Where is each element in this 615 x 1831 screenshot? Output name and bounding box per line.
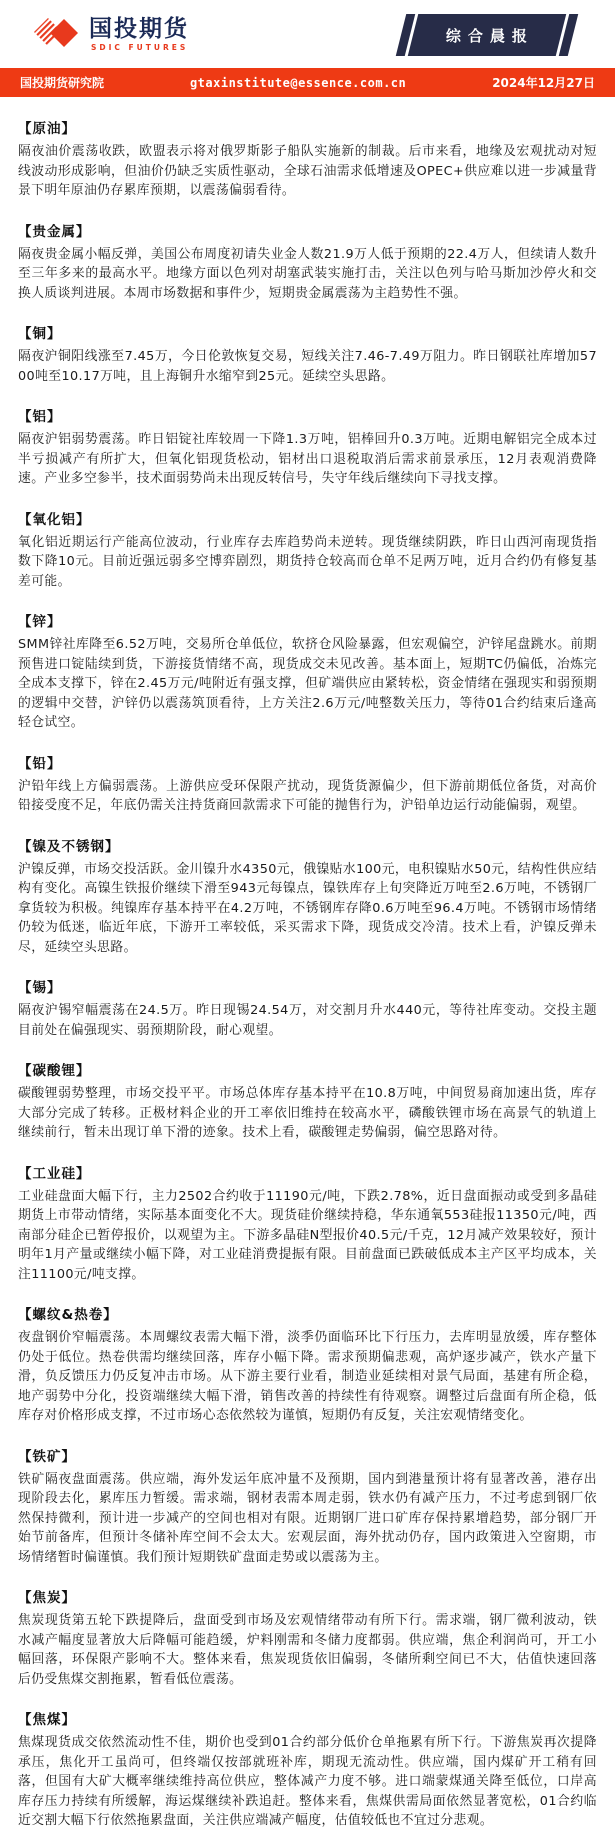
section-title: 【锡】 xyxy=(18,980,62,996)
section-title: 【铝】 xyxy=(18,409,62,425)
section-body: 工业硅盘面大幅下行，主力2502合约收于11190元/吨，下跌2.78%，近日盘面振动或受到多晶硅期货上市带动情绪，实际基本面变化不大。现货硅价继续持稳，华东通氧553硅报11350元/吨，西南部分硅企已暂停报价，以观望为主。下游多晶硅N型报价40.5元/千克，12月减产效果较好，预计明年1月产量或继续小幅下降，对工业硅消费提振有限。目前盘面已跌破低成本主产区平均成本，关注11100元/吨支撑。 xyxy=(18,1188,597,1282)
report-section xyxy=(18,752,597,816)
section-body: 沪镍反弹，市场交投活跃。金川镍升水4350元，俄镍贴水100元，电积镍贴水50元，结构性供应结构有变化。高镍生铁报价继续下滑至943元每镍点，镍铁库存上旬突降近万吨至2.6万吨，不锈钢厂拿货较为积极。纯镍库存基本持平在4.2万吨，不锈钢库存降0.6万吨至96.4万吨。不锈钢市场情绪仍较为低迷，临近年底，下游开工率较低，采买需求下降，现货成交冷清。技术上看，沪镍反弹未尽，延续空头思路。 xyxy=(18,861,597,955)
section-body: 焦煤现货成交依然流动性不佳，期价也受到01合约部分低价仓单拖累有所下行。下游焦炭再次提降承压，焦化开工虽尚可，但终端仅按部就班补库，期现无流动性。供应端，国内煤矿开工稍有回落，但国有大矿大概率继续维持高位供应，整体减产力度不够。进口端蒙煤通关降至低位，口岸高库存压力持续有所缓解，海运煤继续补跌追赶。整体来看，焦煤供需局面依然显著宽松，01合约临近交割大幅下行依然拖累盘面，关注供应端减产幅度，估值较低也不宜过分悲观。 xyxy=(18,1735,597,1828)
section-title: 【焦炭】 xyxy=(18,1590,76,1606)
section-body: SMM锌社库降至6.52万吨，交易所仓单低位，软挤仓风险暴露，但宏观偏空，沪锌尾盘跳水。前期预售进口锭陆续到货，下游接货情绪不高，现货成交未见改善。基本面上，短期TC仍偏低，冶炼完全成本支撑下，锌在2.45万元/吨附近有强支撑，但矿端供应由紧转松，资金情绪在强现实和弱预期的逻辑中交替，沪锌仍以震荡筑顶看待，上方关注2.6万元/吨整数关压力，等待01合约结束后逢高轻仓试空。 xyxy=(18,637,597,730)
section-body: 隔夜沪铜阳线涨至7.45万，今日伦敦恢复交易，短线关注7.46-7.49万阻力。昨日钢联社库增加5700吨至10.17万吨，且上海铜升水缩窄到25元。延续空头思路。 xyxy=(18,349,597,384)
institute-name: 国投期货研究院 xyxy=(20,76,105,90)
section-body: 隔夜贵金属小幅反弹，美国公布周度初请失业金人数21.9万人低于预期的22.4万人，但续请人数升至三年多来的最高水平。地缘方面以色列对胡塞武装实施打击，关注以色列与哈马斯加沙停火和交换人质谈判进展。本周市场数据和事件少，短期贵金属震荡为主趋势性不强。 xyxy=(18,246,597,301)
logo-company-name-en: SDIC FUTURES xyxy=(91,43,189,53)
section-body: 隔夜油价震荡收跌，欧盟表示将对俄罗斯影子船队实施新的制裁。后市来看，地缘及宏观扰动对短线波动形成影响，但油价仍缺乏实质性驱动，全球石油需求低增速及OPEC+供应难以进一步减量背景下明年原油仍存累库预期，以震荡偏弱看待。 xyxy=(18,144,597,198)
section-body: 隔夜沪铝弱势震荡。昨日铝锭社库较周一下降1.3万吨，铝棒回升0.3万吨。近期电解铝完全成本过半亏损减产有所扩大，但氧化铝现货松动，铝材出口退税取消后需求前景承压，12月表观消费降速。产业多空参半，技术面弱势尚未出现反转信号，失守年线后继续向下寻找支撑。 xyxy=(18,432,597,486)
section-title: 【碳酸锂】 xyxy=(18,1063,91,1079)
section-title: 【贵金属】 xyxy=(18,223,91,240)
section-title: 【螺纹&热卷】 xyxy=(18,1307,118,1323)
report-section xyxy=(18,1059,597,1143)
logo-company-name: 国投期货 xyxy=(89,16,189,43)
section-title: 【铁矿】 xyxy=(18,1448,76,1465)
report-section xyxy=(18,1445,597,1568)
section-title: 【镍及不锈钢】 xyxy=(18,838,120,855)
contact-email: gtaxinstitute@essence.com.cn xyxy=(189,75,407,90)
report-section xyxy=(18,1303,597,1426)
section-body: 碳酸锂弱势整理，市场交投平平。市场总体库存基本持平在10.8万吨，中间贸易商加速出货，库存大部分完成了转移。正极材料企业的开工率依旧维持在较高水平，磷酸铁锂市场在高景气的轨道上继续前行，暂未出现订单下滑的迹象。技术上看，碳酸锂走势偏弱，偏空思路对待。 xyxy=(18,1086,597,1140)
report-date: 2024年12月27日 xyxy=(492,76,595,90)
report-section xyxy=(18,1586,597,1689)
section-body: 铁矿隔夜盘面震荡。供应端，海外发运年底冲量不及预期，国内到港量预计将有显著改善，港存出现阶段去化，累库压力暂缓。需求端，钢材表需本周走弱，铁水仍有减产压力，不过考虑到钢厂依然保持微利，预计进一步减产的空间也相对有限。近期钢厂进口矿库存保持累增趋势，部分钢厂开始节前备库，但预计冬储补库空间不会太大。宏观层面，海外扰动仍存，国内政策进入空窗期，市场情绪暂时偏谨慎。我们预计短期铁矿盘面走势或以震荡为主。 xyxy=(18,1471,597,1565)
report-header xyxy=(0,0,615,68)
section-title: 【原油】 xyxy=(18,121,76,137)
section-title: 【工业硅】 xyxy=(18,1165,91,1182)
report-section xyxy=(18,322,597,386)
section-title: 【锌】 xyxy=(18,614,62,630)
section-body: 焦炭现货第五轮下跌提降后，盘面受到市场及宏观情绪带动有所下行。需求端，钢厂微利波动，铁水减产幅度显著放大后降幅可能趋缓，炉料刚需和冬储力度都弱。供应端，焦企利润尚可，开工小幅回落，环保限产影响不大。整体来看，焦炭现货依旧偏弱，冬储所剩空间已不大，估值快速回落后仍受焦煤交割拖累，暂看低位震荡。 xyxy=(18,1613,597,1687)
section-title: 【铅】 xyxy=(18,755,62,772)
report-section xyxy=(18,117,597,201)
report-type-label: 综合晨报 xyxy=(446,26,535,45)
report-section xyxy=(18,610,597,733)
report-sections xyxy=(0,97,615,1831)
report-section xyxy=(18,508,597,592)
section-body: 夜盘钢价窄幅震荡。本周螺纹表需大幅下滑，淡季仍面临环比下行压力，去库明显放缓，库存整体仍处于低位。热卷供需均继续回落，库存小幅下降。需求预期偏悲观，高炉逐步减产，铁水产量下滑，负反馈压力仍反复冲击市场。从下游主要行业看，制造业延续相对景气局面，基建有所企稳，地产弱势中分化，投资端继续大幅下滑，销售改善的持续性有待观察。调整过后盘面有所企稳，低库存对价格形成支撑，不过市场心态依然较为谨慎，短期仍有反复，关注宏观情绪变化。 xyxy=(18,1330,597,1423)
report-type-badge xyxy=(396,14,578,56)
report-section xyxy=(18,1708,597,1831)
sdic-logo xyxy=(34,13,189,57)
sdic-diamond-logo-icon xyxy=(34,13,80,57)
section-body: 隔夜沪锡窄幅震荡在24.5万。昨日现锡24.54万，对交割月升水440元，等待社库变动。交投主题目前处在偏强现实、弱预期阶段，耐心观望。 xyxy=(18,1003,597,1038)
section-title: 【氧化铝】 xyxy=(18,511,91,528)
report-section xyxy=(18,835,597,958)
section-title: 【铜】 xyxy=(18,326,62,342)
report-section xyxy=(18,220,597,304)
section-title: 【焦煤】 xyxy=(18,1712,76,1728)
report-section xyxy=(18,976,597,1040)
info-bar xyxy=(0,68,615,97)
report-section xyxy=(18,405,597,489)
section-body: 氧化铝近期运行产能高位波动，行业库存去库趋势尚未逆转。现货继续阴跌，昨日山西河南现货指数下降10元。目前近强远弱多空博弈剧烈，期货持仓较高而仓单不足两万吨，近月合约仍有修复基差可能。 xyxy=(18,534,597,589)
report-section xyxy=(18,1162,597,1285)
section-body: 沪铅年线上方偏弱震荡。上游供应受环保限产扰动，现货货源偏少，但下游前期低位备货，对高价铅接受度不足，年底仍需关注持货商回款需求下可能的抛售行为，沪铅单边运行动能偏弱，观望。 xyxy=(18,778,597,813)
